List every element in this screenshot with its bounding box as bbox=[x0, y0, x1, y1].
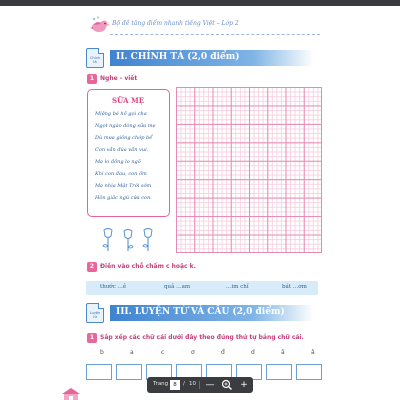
poem-box bbox=[87, 89, 170, 217]
letter-item: â bbox=[311, 349, 315, 356]
poem-line: Mẹ nhìa Mặt Trời sớm bbox=[95, 183, 152, 189]
letter-item: c bbox=[161, 349, 165, 356]
fill-item: thước …ẻ bbox=[100, 284, 127, 290]
task-number: 1 bbox=[87, 74, 97, 84]
fill-in-row bbox=[86, 281, 318, 295]
page-number-input[interactable] bbox=[170, 380, 180, 390]
task-number: 1 bbox=[87, 333, 97, 343]
poem-line: Hôn giấc ngủ cửa con. bbox=[95, 195, 152, 201]
letter-item: ă bbox=[281, 349, 285, 356]
page-label: Trang bbox=[153, 381, 169, 387]
running-header-title: Bộ đề tăng điểm nhanh tiếng Việt – Lớp 2 bbox=[112, 20, 239, 27]
flower-icon bbox=[143, 229, 152, 252]
poem-line: Con vẫn đùa vẫn vui. bbox=[95, 147, 149, 153]
letter-item: b bbox=[100, 349, 104, 356]
poem-line: Khi con đau, con ốm bbox=[95, 171, 147, 177]
notebook-icon: Chính tả bbox=[86, 48, 104, 68]
poem-line: Ngọt ngào dòng sữa mẹ bbox=[95, 123, 156, 129]
zoom-search-icon[interactable] bbox=[221, 379, 233, 391]
task-instruction: Sắp xếp các chữ cái dưới đây theo đúng thứ tự bảng chữ cái. bbox=[100, 334, 304, 341]
letter-item: d bbox=[251, 349, 255, 356]
page-navigation-toolbar bbox=[147, 377, 253, 393]
letter-item: a bbox=[130, 349, 134, 356]
answer-box[interactable] bbox=[266, 364, 292, 380]
zoom-in-button[interactable]: + bbox=[240, 380, 248, 390]
section-3-heading bbox=[86, 303, 314, 323]
house-icon bbox=[62, 388, 80, 400]
task-number: 2 bbox=[87, 262, 97, 272]
notebook-icon: Luyện từ bbox=[86, 303, 104, 323]
poem-line: Mẹ lo đồng lo ngõ bbox=[95, 159, 141, 165]
flower-icon bbox=[103, 229, 112, 252]
fill-item: bát …ơm bbox=[282, 284, 307, 290]
letter-item: đ bbox=[221, 349, 225, 356]
answer-box[interactable] bbox=[86, 364, 112, 380]
poem-title: SỮA MẸ bbox=[111, 96, 145, 105]
answer-box[interactable] bbox=[296, 364, 322, 380]
section-2-heading bbox=[86, 48, 314, 68]
section-2-title: II. CHÍNH TẢ (2,0 điểm) bbox=[116, 52, 240, 62]
section-3-title: III. LUYỆN TỪ VÀ CÂU (2,0 điểm) bbox=[116, 307, 285, 317]
toolbar-divider bbox=[199, 381, 200, 389]
fill-item: …im chỉ bbox=[226, 284, 249, 290]
running-header bbox=[50, 16, 350, 36]
handwriting-grid bbox=[176, 87, 322, 253]
section-2-bar bbox=[110, 50, 314, 66]
letter-list bbox=[50, 349, 350, 359]
section-3-bar bbox=[110, 305, 314, 321]
poem-line: Miệng bé hồ gọi cha bbox=[95, 111, 147, 117]
page-separator: / bbox=[183, 381, 185, 387]
answer-box[interactable] bbox=[116, 364, 142, 380]
header-divider bbox=[110, 34, 320, 35]
poem-line: Dù mưa giông chớp bể bbox=[95, 135, 153, 141]
bird-icon bbox=[88, 16, 110, 34]
task-instruction: Điền vào chỗ chấm c hoặc k. bbox=[100, 263, 196, 270]
task-instruction: Nghe - viết bbox=[100, 75, 138, 82]
document-page bbox=[50, 6, 350, 400]
zoom-out-button[interactable]: — bbox=[205, 380, 215, 390]
flower-icon bbox=[124, 230, 133, 252]
fill-item: quả …am bbox=[164, 284, 191, 290]
flowers-illustration bbox=[98, 226, 158, 252]
total-pages: 10 bbox=[189, 381, 196, 387]
letter-item: ơ bbox=[191, 349, 195, 356]
